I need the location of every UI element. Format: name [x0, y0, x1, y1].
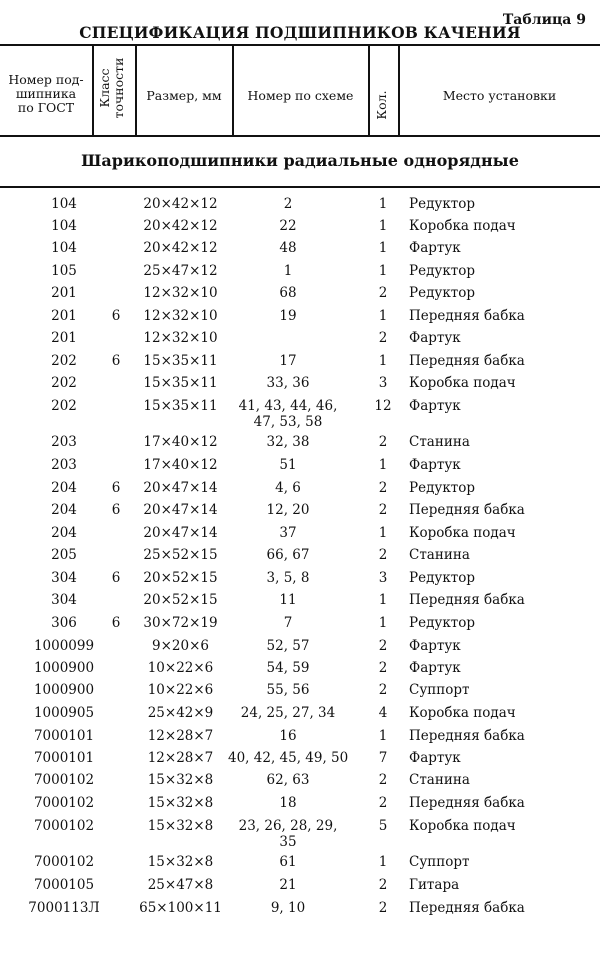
- scheme-number-cell: 3, 5, 8: [266, 570, 310, 586]
- scheme-number-cell: 19: [279, 308, 297, 324]
- scheme-number-cell: 18: [279, 795, 297, 811]
- gost-number-cell: 304: [51, 592, 77, 608]
- size-cell: 15×35×11: [143, 353, 218, 369]
- header-class-line: Класс: [97, 68, 112, 108]
- size-cell: 25×52×15: [143, 547, 218, 563]
- quantity-cell: 2: [378, 480, 388, 496]
- location-cell: Фартук: [409, 330, 461, 346]
- gost-number-cell: 202: [51, 398, 77, 414]
- table-number: Таблица 9: [502, 12, 586, 28]
- scheme-number-cell: 17: [279, 353, 297, 369]
- scheme-number-cell: 1: [283, 263, 293, 279]
- header-size: Размер, мм: [146, 88, 222, 103]
- location-cell: Суппорт: [409, 682, 470, 698]
- gost-number-cell: 202: [51, 353, 77, 369]
- size-cell: 15×35×11: [143, 375, 218, 391]
- gost-number-cell: 204: [51, 525, 77, 541]
- quantity-cell: 2: [378, 330, 388, 346]
- gost-number-cell: 104: [51, 240, 77, 256]
- gost-number-cell: 104: [51, 218, 77, 234]
- gost-number-cell: 1000900: [33, 682, 95, 698]
- size-cell: 15×32×8: [147, 818, 214, 834]
- scheme-number-cell: 41, 43, 44, 46,: [238, 398, 338, 414]
- location-cell: Редуктор: [409, 285, 476, 301]
- header-bottom-rule: [0, 135, 600, 137]
- gost-number-cell: 306: [51, 615, 77, 631]
- size-cell: 17×40×12: [143, 434, 218, 450]
- gost-number-cell: 205: [51, 547, 77, 563]
- size-cell: 10×22×6: [147, 682, 214, 698]
- scheme-number-cell: 55, 56: [266, 682, 310, 698]
- gost-number-cell: 7000105: [33, 877, 95, 893]
- gost-number-cell: 7000101: [33, 728, 95, 744]
- scheme-number-cell: 62, 63: [266, 772, 310, 788]
- size-cell: 12×32×10: [143, 308, 218, 324]
- location-cell: Станина: [409, 434, 470, 450]
- scheme-number-cell-continued: 35: [279, 834, 297, 850]
- size-cell: 17×40×12: [143, 457, 218, 473]
- quantity-cell: 1: [378, 854, 388, 870]
- quantity-cell: 2: [378, 900, 388, 916]
- quantity-cell: 3: [378, 375, 388, 391]
- quantity-cell: 1: [378, 457, 388, 473]
- gost-number-cell: 1000900: [33, 660, 95, 676]
- quantity-cell: 1: [378, 240, 388, 256]
- gost-number-cell: 201: [51, 308, 77, 324]
- scheme-number-cell: 12, 20: [266, 502, 310, 518]
- header-location: Место установки: [442, 88, 557, 103]
- scheme-number-cell-continued: 47, 53, 58: [253, 414, 323, 430]
- location-cell: Передняя бабка: [409, 728, 525, 744]
- header-gost-line: по ГОСТ: [17, 100, 75, 115]
- quantity-cell: 1: [378, 353, 388, 369]
- header-gost-line: Номер под-: [8, 72, 84, 87]
- gost-number-cell: 1000099: [33, 638, 95, 654]
- scheme-number-cell: 22: [279, 218, 297, 234]
- quantity-cell: 2: [378, 638, 388, 654]
- gost-number-cell: 7000102: [33, 818, 95, 834]
- header-scheme-number: Номер по схеме: [247, 88, 354, 103]
- quantity-cell: 2: [378, 547, 388, 563]
- scheme-number-cell: 68: [279, 285, 297, 301]
- quantity-cell: 1: [378, 525, 388, 541]
- page-title: СПЕЦИФИКАЦИЯ ПОДШИПНИКОВ КАЧЕНИЯ: [79, 23, 521, 42]
- location-cell: Редуктор: [409, 480, 476, 496]
- gost-number-cell: 204: [51, 480, 77, 496]
- scheme-number-cell: 48: [279, 240, 297, 256]
- location-cell: Передняя бабка: [409, 592, 525, 608]
- quantity-cell: 1: [378, 308, 388, 324]
- gost-number-cell: 1000905: [33, 705, 95, 721]
- location-cell: Фартук: [409, 750, 461, 766]
- header-gost-number: [0, 73, 92, 115]
- size-cell: 20×42×12: [143, 196, 218, 212]
- location-cell: Редуктор: [409, 196, 476, 212]
- accuracy-class-cell: 6: [111, 353, 121, 369]
- gost-number-cell: 201: [51, 285, 77, 301]
- header-accuracy-class: [98, 52, 128, 124]
- quantity-cell: 5: [378, 818, 388, 834]
- location-cell: Передняя бабка: [409, 795, 525, 811]
- scheme-number-cell: 33, 36: [266, 375, 310, 391]
- location-cell: Станина: [409, 772, 470, 788]
- size-cell: 20×52×15: [143, 570, 218, 586]
- quantity-cell: 2: [378, 682, 388, 698]
- location-cell: Коробка подач: [409, 818, 516, 834]
- location-cell: Редуктор: [409, 615, 476, 631]
- quantity-cell: 2: [378, 877, 388, 893]
- size-cell: 12×32×10: [143, 285, 218, 301]
- location-cell: Редуктор: [409, 570, 476, 586]
- size-cell: 15×35×11: [143, 398, 218, 414]
- quantity-cell: 1: [378, 196, 388, 212]
- size-cell: 12×28×7: [147, 750, 214, 766]
- size-cell: 30×72×19: [143, 615, 218, 631]
- quantity-cell: 2: [378, 795, 388, 811]
- location-cell: Редуктор: [409, 263, 476, 279]
- size-cell: 20×42×12: [143, 218, 218, 234]
- size-cell: 20×47×14: [143, 480, 218, 496]
- accuracy-class-cell: 6: [111, 308, 121, 324]
- size-cell: 65×100×11: [139, 900, 222, 916]
- scheme-number-cell: 23, 26, 28, 29,: [238, 818, 338, 834]
- location-cell: Передняя бабка: [409, 900, 525, 916]
- gost-number-cell: 7000102: [33, 772, 95, 788]
- scheme-number-cell: 24, 25, 27, 34: [240, 705, 336, 721]
- section-rule: [0, 186, 600, 188]
- header-class-line: точности: [111, 57, 126, 119]
- location-cell: Передняя бабка: [409, 308, 525, 324]
- scheme-number-cell: 32, 38: [266, 434, 310, 450]
- column-divider: [368, 44, 370, 136]
- scheme-number-cell: 61: [279, 854, 297, 870]
- gost-number-cell: 7000102: [33, 795, 95, 811]
- size-cell: 20×47×14: [143, 525, 218, 541]
- quantity-cell: 12: [374, 398, 392, 414]
- gost-number-cell: 104: [51, 196, 77, 212]
- size-cell: 25×47×12: [143, 263, 218, 279]
- quantity-cell: 1: [378, 615, 388, 631]
- gost-number-cell: 202: [51, 375, 77, 391]
- gost-number-cell: 7000113Л: [28, 900, 100, 916]
- location-cell: Коробка подач: [409, 525, 516, 541]
- location-cell: Фартук: [409, 638, 461, 654]
- size-cell: 25×47×8: [147, 877, 214, 893]
- scheme-number-cell: 40, 42, 45, 49, 50: [228, 750, 349, 766]
- location-cell: Фартук: [409, 660, 461, 676]
- scheme-number-cell: 54, 59: [266, 660, 310, 676]
- location-cell: Суппорт: [409, 854, 470, 870]
- size-cell: 20×52×15: [143, 592, 218, 608]
- gost-number-cell: 304: [51, 570, 77, 586]
- header-quantity: Кол.: [374, 90, 389, 120]
- location-cell: Коробка подач: [409, 375, 516, 391]
- gost-number-cell: 203: [51, 434, 77, 450]
- location-cell: Гитара: [409, 877, 460, 893]
- gost-number-cell: 204: [51, 502, 77, 518]
- accuracy-class-cell: 6: [111, 480, 121, 496]
- size-cell: 20×47×14: [143, 502, 218, 518]
- header-gost-line: шипника: [15, 86, 77, 101]
- scheme-number-cell: 21: [279, 877, 297, 893]
- quantity-cell: 2: [378, 434, 388, 450]
- scheme-number-cell: 16: [279, 728, 297, 744]
- column-divider: [92, 44, 94, 136]
- location-cell: Передняя бабка: [409, 353, 525, 369]
- quantity-cell: 1: [378, 218, 388, 234]
- quantity-cell: 2: [378, 285, 388, 301]
- quantity-cell: 3: [378, 570, 388, 586]
- quantity-cell: 2: [378, 772, 388, 788]
- scheme-number-cell: 51: [279, 457, 297, 473]
- scheme-number-cell: 66, 67: [266, 547, 310, 563]
- location-cell: Фартук: [409, 240, 461, 256]
- size-cell: 10×22×6: [147, 660, 214, 676]
- section-title: Шарикоподшипники радиальные однорядные: [81, 151, 519, 170]
- location-cell: Коробка подач: [409, 218, 516, 234]
- quantity-cell: 1: [378, 592, 388, 608]
- size-cell: 20×42×12: [143, 240, 218, 256]
- location-cell: Станина: [409, 547, 470, 563]
- accuracy-class-cell: 6: [111, 502, 121, 518]
- accuracy-class-cell: 6: [111, 615, 121, 631]
- size-cell: 15×32×8: [147, 795, 214, 811]
- size-cell: 15×32×8: [147, 854, 214, 870]
- size-cell: 25×42×9: [147, 705, 214, 721]
- location-cell: Фартук: [409, 457, 461, 473]
- location-cell: Передняя бабка: [409, 502, 525, 518]
- location-cell: Фартук: [409, 398, 461, 414]
- location-cell: Коробка подач: [409, 705, 516, 721]
- scheme-number-cell: 11: [279, 592, 297, 608]
- size-cell: 12×28×7: [147, 728, 214, 744]
- size-cell: 9×20×6: [152, 638, 209, 654]
- quantity-cell: 2: [378, 660, 388, 676]
- gost-number-cell: 7000101: [33, 750, 95, 766]
- quantity-cell: 2: [378, 502, 388, 518]
- gost-number-cell: 201: [51, 330, 77, 346]
- header-top-rule: [0, 44, 600, 46]
- size-cell: 12×32×10: [143, 330, 218, 346]
- scheme-number-cell: 9, 10: [270, 900, 306, 916]
- gost-number-cell: 203: [51, 457, 77, 473]
- quantity-cell: 4: [378, 705, 388, 721]
- accuracy-class-cell: 6: [111, 570, 121, 586]
- size-cell: 15×32×8: [147, 772, 214, 788]
- quantity-cell: 1: [378, 728, 388, 744]
- quantity-cell: 1: [378, 263, 388, 279]
- scheme-number-cell: 2: [283, 196, 293, 212]
- scheme-number-cell: 7: [283, 615, 293, 631]
- scheme-number-cell: 37: [279, 525, 297, 541]
- scheme-number-cell: 4, 6: [275, 480, 301, 496]
- gost-number-cell: 105: [51, 263, 77, 279]
- scheme-number-cell: 52, 57: [266, 638, 310, 654]
- gost-number-cell: 7000102: [33, 854, 95, 870]
- quantity-cell: 7: [378, 750, 388, 766]
